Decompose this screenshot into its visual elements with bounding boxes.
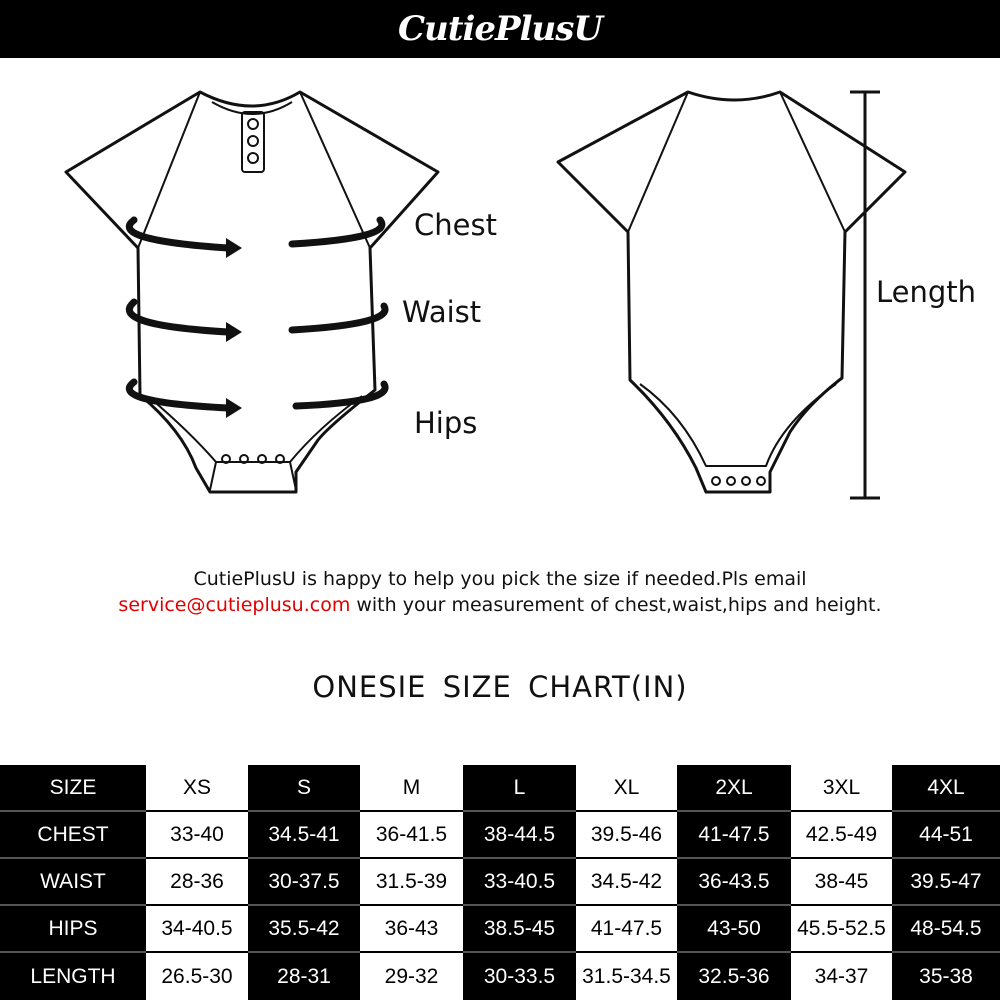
- table-cell: 36-43.5: [677, 859, 791, 906]
- waist-label: Waist: [402, 295, 482, 329]
- table-cell: 34-37: [814, 964, 869, 988]
- table-cell: 34-40.5: [146, 906, 248, 953]
- size-column-m: [360, 765, 463, 1000]
- table-cell: 48-54.5: [892, 906, 1000, 953]
- table-cell: 34.5-41: [248, 812, 360, 859]
- table-cell: 34.5-42: [576, 859, 677, 906]
- size-column-2xl: [677, 765, 791, 1000]
- hips-label: Hips: [414, 406, 478, 440]
- table-cell: 38-44.5: [463, 812, 576, 859]
- table-cell: 28-36: [146, 859, 248, 906]
- table-cell: 31.5-39: [360, 859, 463, 906]
- size-chart-table: [0, 765, 1000, 1000]
- table-cell: 35.5-42: [248, 906, 360, 953]
- help-line-2: [0, 592, 1000, 618]
- size-column-3xl: [791, 765, 892, 1000]
- column-header: M: [360, 765, 463, 812]
- table-cell: 39.5-46: [576, 812, 677, 859]
- table-cell: 38-45: [791, 859, 892, 906]
- column-header: XS: [146, 765, 248, 812]
- onesie-illustration: [0, 58, 1000, 558]
- brand-header: [0, 0, 1000, 58]
- table-cell: 32.5-36: [698, 964, 770, 988]
- row-label: HIPS: [0, 906, 146, 953]
- column-header: XL: [576, 765, 677, 812]
- table-cell: 28-31: [277, 964, 331, 988]
- column-header: 3XL: [791, 765, 892, 812]
- size-column-s: [248, 765, 360, 1000]
- column-header: 2XL: [677, 765, 791, 812]
- row-label: WAIST: [0, 859, 146, 906]
- column-header: SIZE: [0, 765, 146, 812]
- table-cell: 44-51: [892, 812, 1000, 859]
- size-column-4xl: [892, 765, 1000, 1000]
- support-email-link[interactable]: service@cutieplusu.com: [118, 594, 351, 616]
- table-cell: 36-43: [360, 906, 463, 953]
- size-column-xs: [146, 765, 248, 1000]
- help-line-2-text: with your measurement of chest,waist,hips and height.: [350, 594, 882, 616]
- table-cell: 33-40: [146, 812, 248, 859]
- table-cell: 41-47.5: [677, 812, 791, 859]
- brand-logo: CutiePlusU: [397, 9, 603, 49]
- size-column-l: [463, 765, 576, 1000]
- column-header: S: [248, 765, 360, 812]
- table-cell: 42.5-49: [791, 812, 892, 859]
- table-cell: 39.5-47: [892, 859, 1000, 906]
- table-cell: 35-38: [919, 964, 973, 988]
- chest-label: Chest: [414, 208, 497, 242]
- back-onesie-drawing: [558, 92, 905, 492]
- help-line-1: CutiePlusU is happy to help you pick the size if needed.Pls email: [193, 568, 807, 590]
- table-cell: 41-47.5: [576, 906, 677, 953]
- column-header: 4XL: [892, 765, 1000, 812]
- table-cell: 43-50: [677, 906, 791, 953]
- table-cell: 29-32: [384, 964, 439, 988]
- chart-title: ONESIE SIZE CHART(IN): [312, 670, 688, 704]
- table-cell: 33-40.5: [463, 859, 576, 906]
- table-cell: 38.5-45: [463, 906, 576, 953]
- size-column-xl: [576, 765, 677, 1000]
- row-header-column: [0, 765, 146, 1000]
- table-cell: 45.5-52.5: [791, 906, 892, 953]
- help-text: [0, 566, 1000, 618]
- length-label: Length: [876, 275, 977, 309]
- row-label: CHEST: [0, 812, 146, 859]
- table-cell: 30-37.5: [248, 859, 360, 906]
- table-cell: 36-41.5: [360, 812, 463, 859]
- column-header: L: [463, 765, 576, 812]
- table-cell: 30-33.5: [483, 964, 556, 988]
- front-onesie-drawing: [66, 92, 438, 492]
- table-cell: 31.5-34.5: [582, 964, 671, 988]
- table-cell: 26.5-30: [161, 964, 233, 988]
- row-label: LENGTH: [30, 964, 116, 988]
